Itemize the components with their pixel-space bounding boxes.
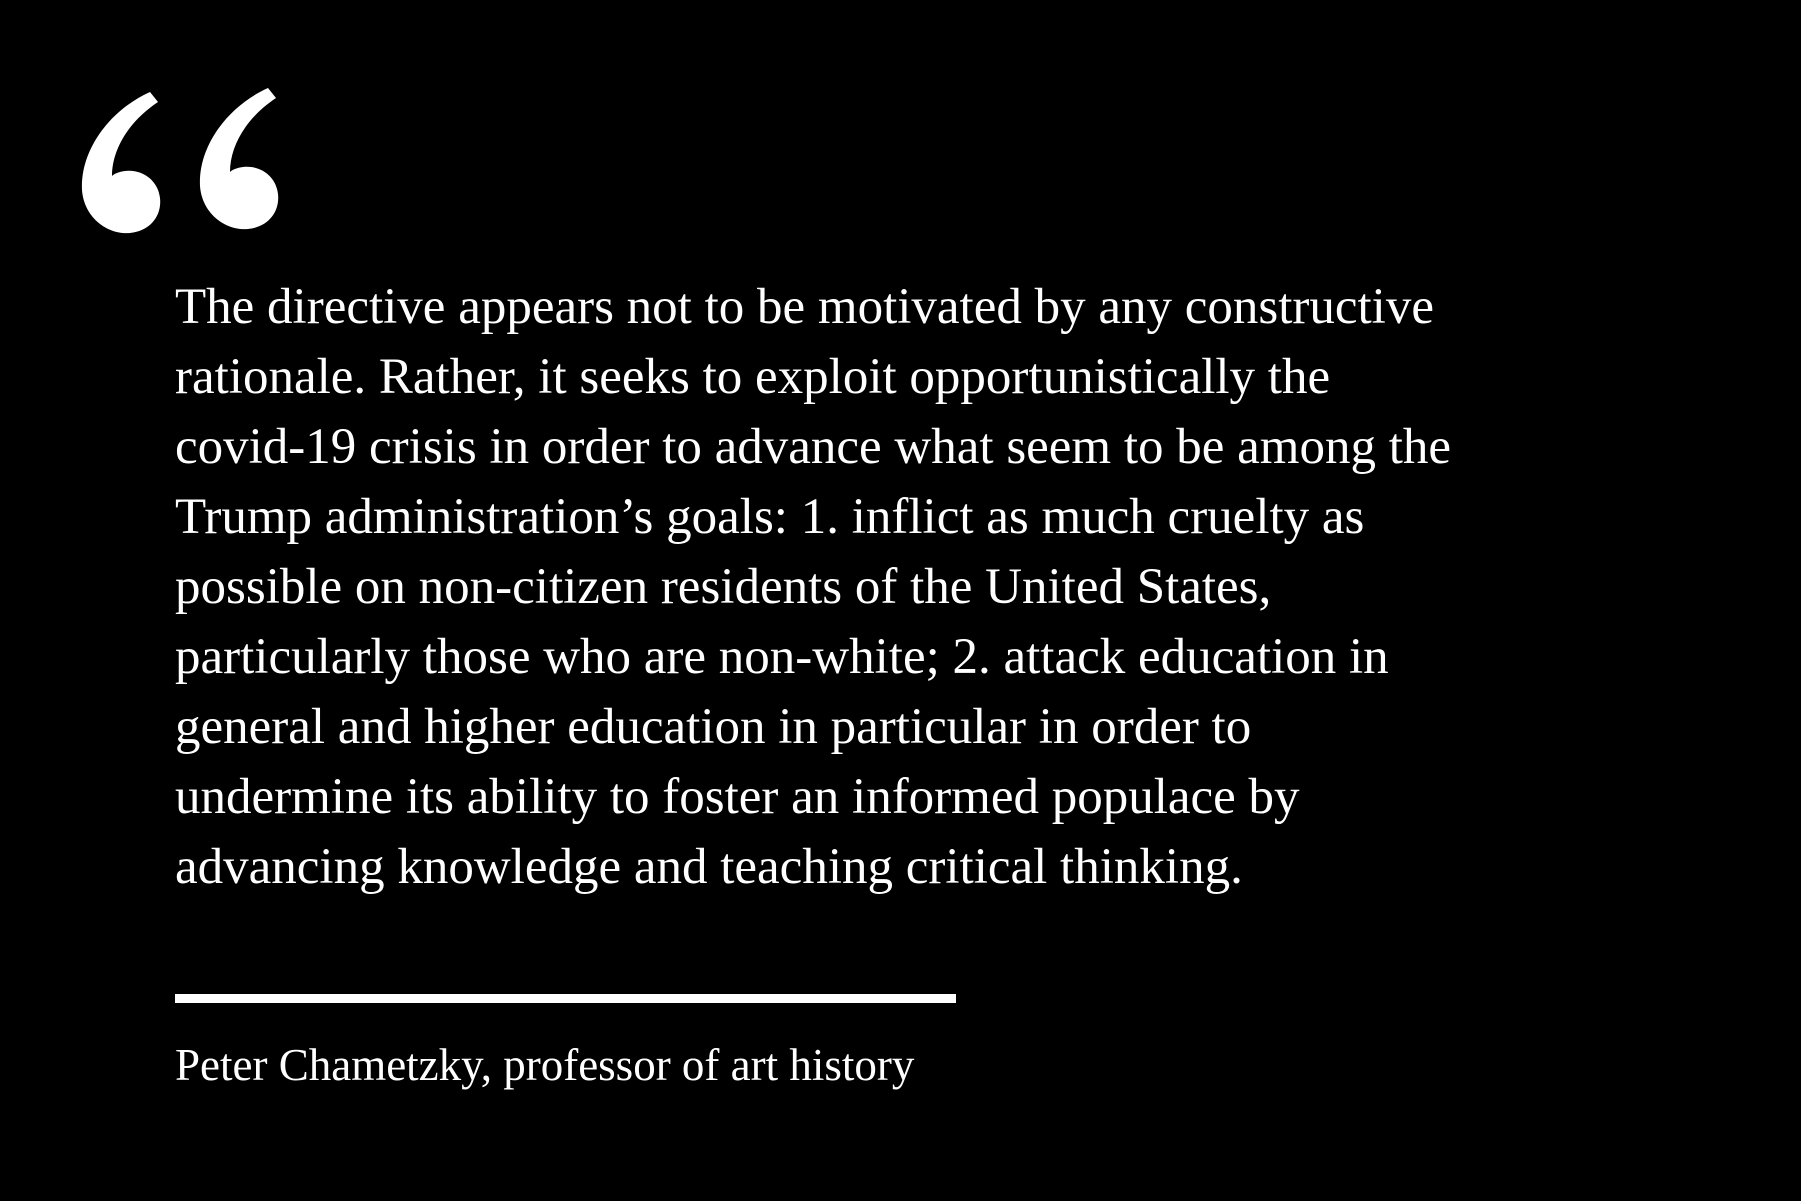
quote-text: The directive appears not to be motivated by any constructive rationale. Rather, it seeks to exploit opportunistically the covid-19 crisis in order to advance what seem to be among the Trump administration’s goals: 1. inflict as much cruelty as possible on non-citizen residents of the United States, particularly those who are non-white; 2. attack education in general and higher education in particular in order to undermine its ability to foster an informed populace by advancing knowledge and teaching critical thinking. (175, 279, 1452, 895)
divider (175, 994, 956, 1003)
attribution: Peter Chametzky, professor of art history (175, 1040, 915, 1090)
open-quote-icon (70, 40, 300, 240)
